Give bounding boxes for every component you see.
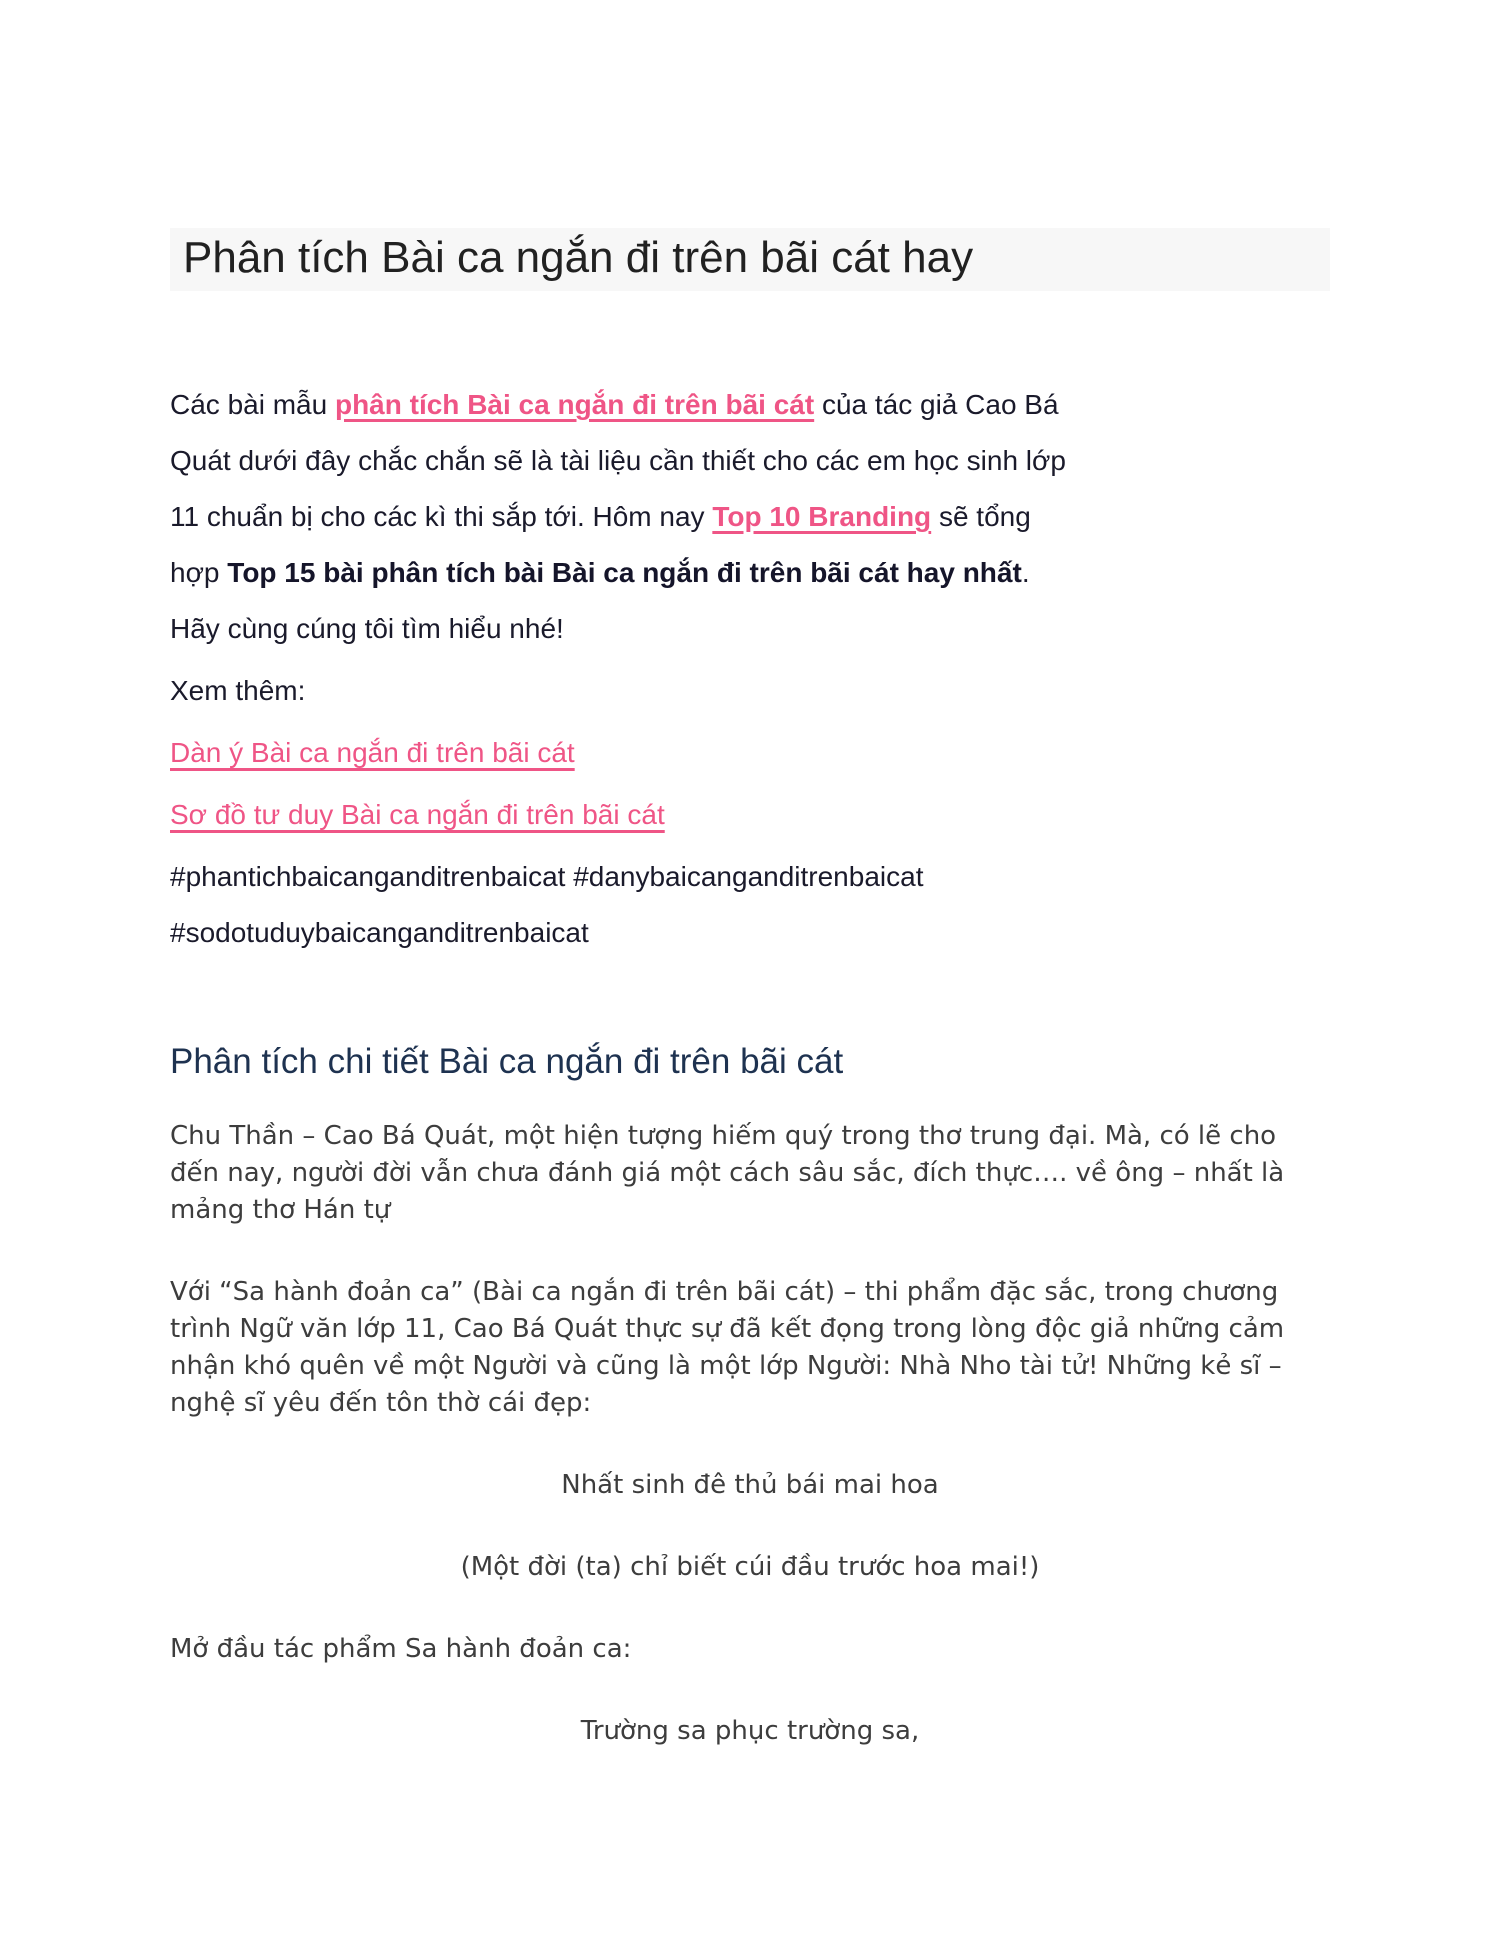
bold-text: Top 15 bài phân tích bài Bài ca ngắn đi trên bãi cát hay nhất [227, 557, 1022, 588]
text-run: của tác giả Cao Bá Quát dưới đây chắc chắn sẽ là tài liệu cần thiết cho các em học sinh lớp 11 chuẩn bị cho các kì thi sắp tới. Hôm nay [170, 389, 1066, 532]
paragraph-work: Với “Sa hành đoản ca” (Bài ca ngắn đi trên bãi cát) – thi phẩm đặc sắc, trong chương trình Ngữ văn lớp 11, Cao Bá Quát thực sự đã kết đọng trong lòng độc giả những cảm nhận khó quên về một Người và cũng là một lớp Người: Nhà Nho tài tử! Những kẻ sĩ – nghệ sĩ yêu đến tôn thờ cái đẹp: [170, 1277, 1285, 1418]
phan-tich-link[interactable]: phân tích Bài ca ngắn đi trên bãi cát [334, 389, 815, 420]
intro-block [170, 377, 1075, 961]
top-10-branding-link[interactable]: Top 10 Branding [712, 501, 932, 532]
section-heading: Phân tích chi tiết Bài ca ngắn đi trên bãi cát [170, 1042, 844, 1081]
so-do-link-row [170, 787, 1075, 843]
verse-line: Nhất sinh đê thủ bái mai hoa [561, 1470, 939, 1500]
poem-line: Trường sa phục trường sa, [580, 1716, 920, 1746]
dan-y-link-row [170, 725, 1075, 781]
dan-y-link[interactable]: Dàn ý Bài ca ngắn đi trên bãi cát [170, 737, 575, 768]
verse-translation: (Một đời (ta) chỉ biết cúi đầu trước hoa mai!) [460, 1552, 1040, 1582]
paragraph-author: Chu Thần – Cao Bá Quát, một hiện tượng hiếm quý trong thơ trung đại. Mà, có lẽ cho đến nay, người đời vẫn chưa đánh giá một cách sâu sắc, đích thực…. về ông – nhất là mảng thơ Hán tự [170, 1121, 1285, 1225]
paragraph-opening: Mở đầu tác phẩm Sa hành đoản ca: [170, 1634, 632, 1664]
hashtags-text: #phantichbaicanganditrenbaicat #danybaicanganditrenbaicat #sodotuduybaicanganditrenbaicat [170, 861, 924, 948]
detail-section [170, 1118, 1330, 1750]
so-do-tu-duy-link[interactable]: Sơ đồ tư duy Bài ca ngắn đi trên bãi cát [170, 799, 665, 830]
document-content [170, 0, 1330, 1750]
text-run: . Hãy cùng cúng tôi tìm hiểu nhé! [170, 557, 1030, 644]
see-more-label: Xem thêm: [170, 675, 306, 706]
text-run: sẽ tổng hợp [170, 501, 1031, 588]
intro-paragraph [170, 377, 1075, 657]
page-title: Phân tích Bài ca ngắn đi trên bãi cát hay [170, 228, 1330, 291]
text-run: Các bài mẫu [170, 389, 335, 420]
